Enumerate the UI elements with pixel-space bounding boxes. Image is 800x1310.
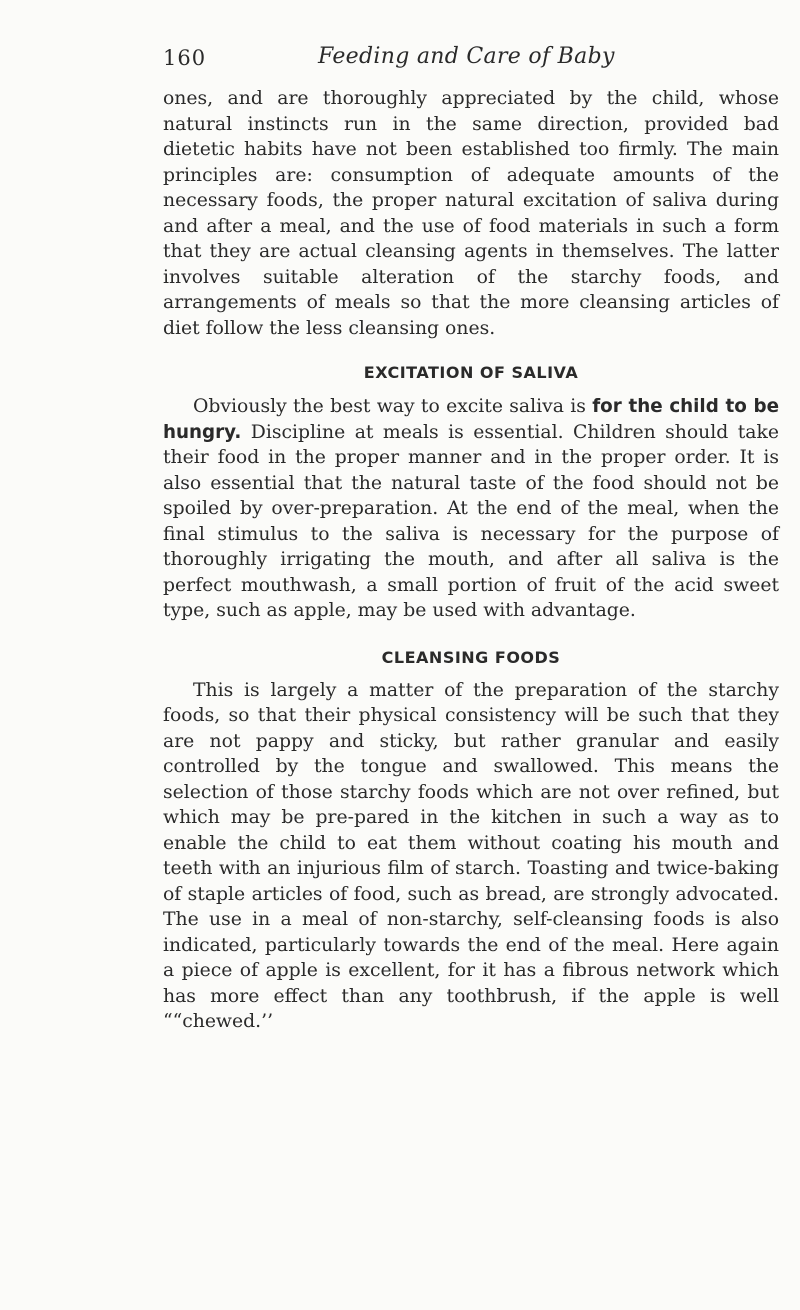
running-head — [163, 38, 779, 86]
page-number: 160 — [163, 46, 207, 70]
running-title: Feeding and Care of Baby — [318, 44, 615, 69]
paragraph-main-principles: ones, and are thoroughly appreciated by the child, whose natural instincts run in the same direction, provided bad dietetic habits have not been established too firmly. The main principles are: consumption of adequate amounts of the necessary foods, the proper natural excitation of saliva during and after a meal, and the use of food materials in such a form that they are actual cleansing agents in themselves. The latter involves suitable alteration of the starchy foods, and arrangements of meals so that the more cleansing articles of diet follow the less cleansing ones. — [163, 88, 779, 339]
paragraph-excitation-text-start: Obviously the best way to excite saliva is — [193, 396, 593, 417]
section-heading-cleansing-foods: CLEANSING FOODS — [381, 647, 561, 667]
book-page — [163, 38, 779, 1035]
paragraph-excitation — [163, 394, 779, 624]
section-heading-excitation-of-saliva: EXCITATION OF SALIVA — [363, 363, 579, 382]
paragraph-excitation-text-end: Discipline at meals is essential. Children should take their food in the proper manner and in the proper order. It is also essential that the natural taste of the food should not be spoiled by over-preparation. At the end of the meal, when the final stimulus to the saliva is necessary for the purpose of thoroughly irrigating the mouth, and after all saliva is the perfect mouthwash, a small portion of fruit of the acid sweet type, such as apple, may be used with advantage. — [163, 421, 779, 621]
emphasis-hungry-child: for the child to be hungry. — [163, 396, 779, 443]
paragraph-cleansing-foods: This is largely a matter of the preparation of the starchy foods, so that their physical consistency will be such that they are not pappy and sticky, but rather granular and easily controlled by the tongue and swallowed. This means the selection of those starchy foods which are not over refined, but which may be pre-pared in the kitchen in such a way as to enable the child to eat them without coating his mouth and teeth with an injurious film of starch. Toasting and twice-baking of staple articles of food, such as bread, are strongly advocated. The use in a meal of non-starchy, self-cleansing foods is also indicated, particularly towards the end of the meal. Here again a piece of apple is excellent, for it has a fibrous network which has more effect than any toothbrush, if the apple is well ““chewed.’’ — [163, 679, 779, 1032]
